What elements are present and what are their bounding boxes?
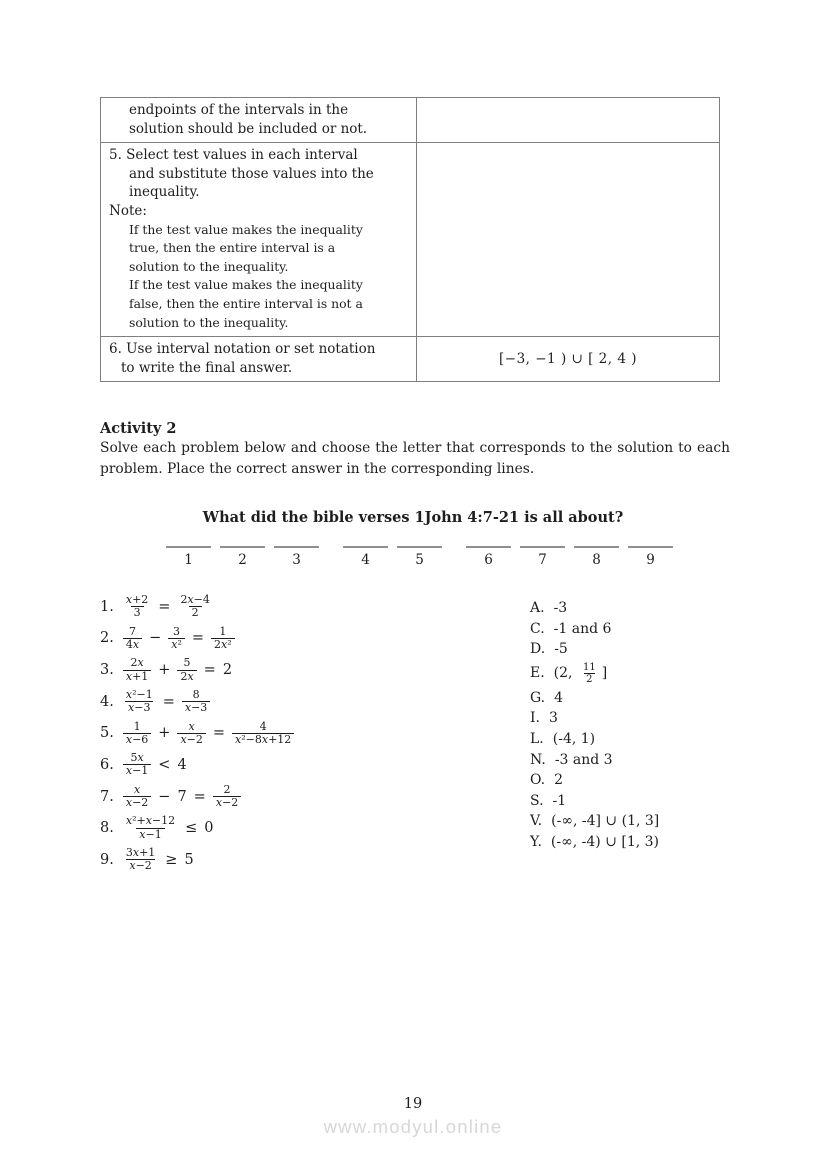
problem-number: 4.	[100, 693, 114, 710]
fraction-denominator: x−2	[177, 733, 205, 746]
math-operator: =	[162, 693, 175, 710]
fraction-denominator: 2x	[177, 670, 196, 683]
fraction-numerator: 5	[183, 656, 191, 670]
fraction	[123, 847, 158, 873]
fraction	[123, 784, 151, 810]
fraction-denominator: x−2	[123, 796, 151, 809]
blank-number: 3	[292, 552, 301, 568]
watermark-text: www.modyul.online	[323, 1116, 503, 1137]
fraction-numerator: 7	[128, 624, 136, 638]
step-text-line: Note:	[109, 202, 147, 219]
step-description-cell	[101, 143, 417, 337]
solution-cell	[417, 143, 720, 337]
step-text-line: 5. Select test values in each interval	[109, 147, 358, 164]
fraction-denominator: 4x	[123, 638, 142, 651]
solution-cell: [−3, −1 ) ∪ [ 2, 4 )	[417, 337, 720, 382]
math-operator: <	[158, 756, 171, 773]
step-text-line: solution to the inequality.	[129, 314, 289, 330]
math-text: -3 and 3	[554, 751, 613, 768]
fraction-denominator: 2	[189, 606, 202, 619]
math-text: 2	[222, 662, 233, 679]
fraction-numerator: 1	[133, 719, 141, 733]
fraction-numerator: 2	[223, 782, 231, 796]
fraction	[177, 721, 205, 747]
activity-instructions: Solve each problem below and choose the letter that corresponds to the solution to each problem. Place the correct answer in the corresponding lines.	[100, 440, 730, 477]
math-operator: +	[158, 662, 171, 679]
fraction-denominator: x−1	[123, 764, 151, 777]
fraction	[123, 594, 151, 620]
fraction	[123, 752, 151, 778]
fraction	[123, 721, 151, 747]
fraction	[177, 657, 196, 683]
blank-group	[166, 540, 319, 568]
fraction	[123, 626, 142, 652]
answer-choice	[530, 752, 800, 768]
fraction-denominator: 2	[586, 673, 593, 685]
problems-list	[100, 594, 460, 879]
answer-choice	[530, 793, 800, 809]
math-text: -5	[554, 641, 568, 658]
page-number: 19	[403, 1096, 423, 1112]
blank-number: 4	[361, 552, 370, 568]
problem-number: 5.	[100, 725, 114, 742]
blank-underline	[274, 540, 319, 548]
fraction-denominator: x−3	[125, 701, 153, 714]
math-text: ]	[601, 665, 608, 682]
solution-steps-table	[100, 97, 720, 382]
math-text: (2,	[553, 665, 577, 682]
math-operator: ≥	[165, 851, 178, 868]
math-operator: =	[158, 598, 171, 615]
fraction-denominator: x−2	[126, 859, 154, 872]
fraction	[123, 815, 178, 841]
math-operator: +	[158, 725, 171, 742]
answer-letter: C.	[530, 620, 545, 637]
step-text-line: solution to the inequality.	[129, 258, 289, 274]
answer-blank	[343, 540, 388, 568]
answer-choices-list	[530, 600, 800, 855]
problem-number: 2.	[100, 630, 114, 647]
answer-choice	[530, 621, 800, 637]
answer-letter: O.	[530, 772, 546, 789]
math-text: (-4, 1)	[552, 730, 596, 747]
fraction-numerator: x²+x−12	[125, 814, 176, 828]
fraction	[581, 662, 598, 685]
fraction-numerator: 3x+1	[125, 846, 156, 859]
problem-item	[100, 594, 460, 620]
fraction-numerator: x	[133, 782, 141, 796]
activity-heading: Activity 2	[100, 420, 177, 437]
math-text: -3	[553, 600, 568, 616]
table-row	[101, 98, 720, 143]
fraction-denominator: x²	[168, 638, 185, 651]
math-operator: =	[203, 662, 216, 679]
fraction	[213, 784, 241, 810]
blank-underline	[520, 540, 565, 548]
blank-underline	[166, 540, 211, 548]
fraction-numerator: 4	[259, 719, 267, 733]
fraction-numerator: 11	[582, 661, 596, 673]
blank-number: 5	[415, 552, 424, 568]
answer-choice	[530, 731, 800, 747]
fraction-denominator: x−3	[182, 701, 210, 714]
step-text-line: false, then the entire interval is not a	[129, 295, 363, 311]
answer-blank	[628, 540, 673, 568]
answer-letter: N.	[530, 751, 546, 768]
answer-blanks	[166, 540, 673, 568]
problem-number: 9.	[100, 851, 114, 868]
answer-choice	[530, 834, 800, 850]
math-operator: ≤	[185, 820, 198, 837]
fraction	[211, 626, 235, 652]
step-description-cell	[101, 337, 417, 382]
blank-underline	[343, 540, 388, 548]
blank-underline	[628, 540, 673, 548]
activity-section	[100, 420, 730, 479]
answer-choice	[530, 600, 800, 616]
problem-item	[100, 721, 460, 747]
fraction	[168, 626, 185, 652]
step-text-line: true, then the entire interval is a	[129, 240, 336, 256]
fraction-numerator: 2x−4	[180, 593, 210, 606]
answer-blank	[274, 540, 319, 568]
fraction-denominator: x−6	[123, 733, 151, 746]
blank-underline	[574, 540, 619, 548]
fraction-numerator: 8	[192, 687, 200, 701]
math-text: 4	[554, 689, 564, 706]
math-operator: −	[158, 788, 171, 805]
answer-blank	[520, 540, 565, 568]
math-text: 4	[177, 756, 187, 773]
answer-choice	[530, 641, 800, 657]
blank-number: 7	[538, 552, 547, 568]
problem-item	[100, 689, 460, 715]
math-text: -1 and 6	[553, 620, 612, 637]
fraction	[123, 689, 156, 715]
answer-blank	[220, 540, 265, 568]
math-operator: =	[191, 630, 205, 647]
steps-table-body	[101, 98, 720, 382]
fraction-denominator: x−2	[213, 796, 241, 809]
blank-underline	[466, 540, 511, 548]
math-text: (-∞, -4) ∪ [1, 3)	[550, 833, 660, 850]
problem-number: 6.	[100, 756, 114, 773]
answer-letter: D.	[530, 641, 546, 658]
fraction-numerator: x	[188, 719, 195, 733]
fraction	[177, 594, 212, 620]
blank-underline	[397, 540, 442, 548]
step-text-line: solution should be included or not.	[129, 120, 368, 137]
answer-letter: L.	[530, 730, 544, 747]
step-text-line: and substitute those values into the	[129, 165, 374, 182]
problem-item	[100, 626, 460, 652]
fraction-numerator: 1	[219, 624, 227, 638]
fraction-numerator: x²−1	[125, 687, 153, 701]
problem-number: 7.	[100, 788, 114, 805]
problem-number: 8.	[100, 820, 114, 837]
answer-letter: V.	[530, 813, 543, 830]
answer-blank	[466, 540, 511, 568]
solution-cell	[417, 98, 720, 143]
problem-number: 3.	[100, 662, 114, 679]
answer-blank	[166, 540, 211, 568]
step-text-line: endpoints of the intervals in the	[129, 102, 349, 118]
fraction-numerator: x+2	[125, 593, 149, 606]
problem-item	[100, 815, 460, 841]
math-operator: =	[193, 788, 206, 805]
fraction-numerator: 2x	[130, 656, 144, 670]
math-text: 5	[184, 851, 194, 868]
fraction	[182, 689, 210, 715]
fraction-denominator: x²−8x+12	[232, 733, 294, 746]
blank-number: 6	[484, 552, 493, 568]
step-text-line: inequality.	[129, 184, 200, 201]
fraction-denominator: 3	[131, 606, 144, 619]
answer-blank	[574, 540, 619, 568]
answer-blank	[397, 540, 442, 568]
blank-number: 8	[592, 552, 601, 568]
blank-number: 2	[238, 552, 247, 568]
step-text-line: to write the final answer.	[121, 359, 293, 376]
answer-letter: G.	[530, 689, 546, 706]
fraction	[123, 657, 151, 683]
blank-number: 9	[646, 552, 655, 568]
fraction-denominator: x−1	[136, 828, 164, 841]
problem-number: 1.	[100, 598, 114, 615]
answer-letter: A.	[530, 600, 545, 616]
table-row	[101, 143, 720, 337]
answer-letter: E.	[530, 665, 545, 682]
math-text: 3	[548, 710, 558, 727]
step-description-cell	[101, 98, 417, 143]
math-text: -1	[552, 792, 567, 809]
math-text: 7	[177, 788, 187, 805]
answer-choice	[530, 662, 800, 685]
math-operator: =	[212, 725, 226, 742]
math-text: 2	[554, 772, 564, 789]
answer-choice	[530, 772, 800, 788]
answer-choice	[530, 710, 800, 726]
blank-group	[466, 540, 673, 568]
step-text-line: If the test value makes the inequality	[129, 221, 363, 237]
fraction	[232, 721, 294, 747]
answer-choice	[530, 813, 800, 829]
answer-choice	[530, 690, 800, 706]
table-row	[101, 337, 720, 382]
step-text-line: 6. Use interval notation or set notation	[109, 341, 376, 358]
answer-letter: Y.	[530, 833, 542, 850]
blank-underline	[220, 540, 265, 548]
math-text: 0	[204, 820, 214, 837]
problem-item	[100, 752, 460, 778]
answer-letter: I.	[530, 710, 540, 727]
problem-item	[100, 847, 460, 873]
fraction-numerator: 3	[173, 624, 181, 638]
blank-group	[343, 540, 442, 568]
answer-letter: S.	[530, 792, 544, 809]
problem-item	[100, 657, 460, 683]
fraction-numerator: 5x	[130, 751, 144, 765]
step-text-line: If the test value makes the inequality	[129, 277, 363, 293]
math-text: (-∞, -4] ∪ (1, 3]	[551, 813, 660, 830]
puzzle-title: What did the bible verses 1John 4:7-21 is all about?	[202, 509, 624, 526]
fraction-denominator: x+1	[123, 670, 151, 683]
fraction-denominator: 2x²	[211, 638, 235, 651]
blank-number: 1	[184, 552, 193, 568]
problem-item	[100, 784, 460, 810]
math-operator: −	[149, 630, 162, 647]
